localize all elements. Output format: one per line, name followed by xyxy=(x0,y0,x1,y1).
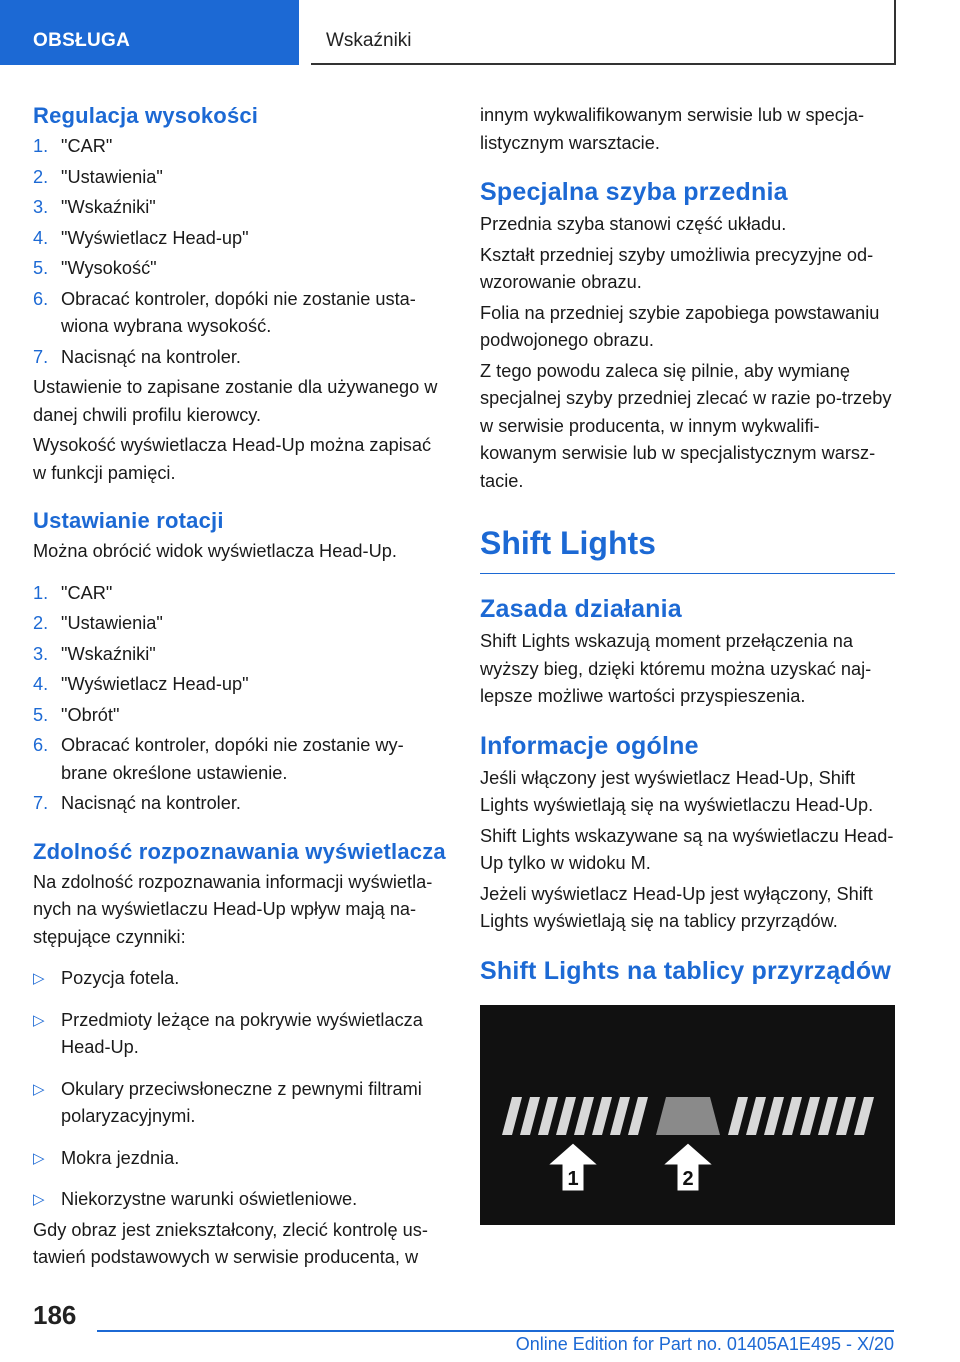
step-item xyxy=(33,671,448,699)
paragraph: Na zdolność rozpoznawania informacji wyświetla-nych na wyświetlaczu Head-Up wpływ mają na-stępujące czynniki: xyxy=(33,871,433,947)
heading-zasada: Zasada działania xyxy=(480,595,682,623)
header-chapter-tab xyxy=(311,0,896,65)
heading-tablica: Shift Lights na tablicy przyrządów xyxy=(480,956,892,985)
footer-divider xyxy=(97,1330,894,1332)
step-number: 4. xyxy=(33,674,49,694)
step-text: Nacisnąć na kontroler. xyxy=(61,346,241,367)
heading-rotacja: Ustawianie rotacji xyxy=(33,508,224,533)
step-text: "Ustawienia" xyxy=(61,166,163,187)
header-section-label: OBSŁUGA xyxy=(33,30,131,51)
step-item xyxy=(33,286,448,341)
step-number: 5. xyxy=(33,704,49,725)
paragraph: Wysokość wyświetlacza Head-Up można zapisać w funkcji pamięci. xyxy=(33,435,432,483)
step-text: Obracać kontroler, dopóki nie zostanie usta-wiona wybrana wysokość. xyxy=(61,288,416,336)
steps-regulacja xyxy=(33,133,448,371)
list-item xyxy=(33,1145,448,1173)
step-item xyxy=(33,225,448,253)
step-text: "Ustawienia" xyxy=(61,613,163,633)
paragraph: Z tego powodu zaleca się pilnie, aby wymianę specjalnej szyby przedniej zlecać w razie po-trzeby w serwisie producenta, w innym wykwalifi-kowanym serwisie lub w specjalistycznym warsz-tacie. xyxy=(480,360,892,491)
step-text: "CAR" xyxy=(61,136,113,156)
step-number: 2. xyxy=(33,166,49,187)
step-item xyxy=(33,344,448,372)
list-item xyxy=(33,1076,448,1131)
list-item xyxy=(33,965,448,993)
triangle-bullet-icon: ▷ xyxy=(33,1191,45,1208)
shift-lights-illustration xyxy=(480,1005,895,1225)
paragraph: Jeśli włączony jest wyświetlacz Head-Up, Shift Lights wyświetlają się na wyświetlaczu Head-Up. xyxy=(480,767,874,815)
steps-rotacja xyxy=(33,580,448,818)
step-number: 3. xyxy=(33,643,49,664)
paragraph: Kształt przedniej szyby umożliwia precyzyjne od-wzorowanie obrazu. xyxy=(480,244,874,292)
step-text: "Obrót" xyxy=(61,704,120,725)
paragraph: Gdy obraz jest zniekształcony, zlecić kontrolę us-tawień podstawowych w serwisie producenta, w xyxy=(33,1219,428,1267)
step-text: "Wskaźniki" xyxy=(61,643,156,664)
step-number: 7. xyxy=(33,793,49,813)
step-item xyxy=(33,194,448,222)
step-number: 6. xyxy=(33,735,49,755)
step-number: 1. xyxy=(33,582,49,603)
paragraph: Przednia szyba stanowi część układu. xyxy=(480,214,787,234)
paragraph: innym wykwalifikowanym serwisie lub w specja-listycznym warsztacie. xyxy=(480,105,865,153)
step-number: 7. xyxy=(33,346,49,367)
step-item xyxy=(33,641,448,669)
step-text: Nacisnąć na kontroler. xyxy=(61,793,241,813)
footer-edition: Online Edition for Part no. 01405A1E495 - X/20 xyxy=(515,1334,894,1354)
list-item xyxy=(33,1186,448,1214)
step-item xyxy=(33,702,448,730)
step-text: "Wyświetlacz Head-up" xyxy=(61,674,249,694)
heading-shift-lights: Shift Lights xyxy=(480,523,895,574)
heading-informacje: Informacje ogólne xyxy=(480,731,699,760)
triangle-bullet-icon: ▷ xyxy=(33,1011,45,1029)
left-column xyxy=(33,102,448,1272)
heading-szyba: Specjalna szyba przednia xyxy=(480,178,788,206)
step-text: "Wysokość" xyxy=(61,258,157,278)
step-number: 2. xyxy=(33,613,49,633)
triangle-bullet-icon: ▷ xyxy=(33,970,45,987)
step-number: 3. xyxy=(33,197,49,217)
heading-zdolnosc: Zdolność rozpoznawania wyświetlacza xyxy=(33,838,446,864)
list-text: Mokra jezdnia. xyxy=(61,1147,180,1168)
step-item xyxy=(33,790,448,818)
step-item xyxy=(33,255,448,283)
paragraph: Ustawienie to zapisane zostanie dla używanego w danej chwili profilu kierowcy. xyxy=(33,377,438,425)
paragraph: Shift Lights wskazują moment przełączenia na wyższy bieg, dzięki któremu można uzyskać naj-lepsze możliwe wartości przyspieszenia. xyxy=(480,631,872,706)
step-item xyxy=(33,610,448,638)
list-text: Przedmioty leżące na pokrywie wyświetlacza Head-Up. xyxy=(61,1009,423,1057)
bullets-zdolnosc xyxy=(33,965,448,1214)
step-item xyxy=(33,164,448,192)
step-item xyxy=(33,732,448,787)
paragraph: Shift Lights wskazywane są na wyświetlaczu Head-Up tylko w widoku M. xyxy=(480,825,894,873)
page-number: 186 xyxy=(33,1300,77,1330)
step-item xyxy=(33,580,448,608)
step-text: "Wyświetlacz Head-up" xyxy=(61,227,249,248)
list-text: Okulary przeciwsłoneczne z pewnymi filtrami polaryzacyjnymi. xyxy=(61,1078,422,1126)
step-number: 4. xyxy=(33,227,49,248)
arrow-1-label: 1 xyxy=(567,1167,579,1190)
paragraph: Folia na przedniej szybie zapobiega powstawaniu podwojonego obrazu. xyxy=(480,302,880,350)
shift-lights-figure xyxy=(480,1005,895,1225)
step-text: "CAR" xyxy=(61,582,113,603)
triangle-bullet-icon: ▷ xyxy=(33,1080,45,1098)
paragraph: Można obrócić widok wyświetlacza Head-Up. xyxy=(33,541,397,561)
step-number: 6. xyxy=(33,288,49,309)
triangle-bullet-icon: ▷ xyxy=(33,1149,45,1167)
step-number: 1. xyxy=(33,136,49,156)
step-text: "Wskaźniki" xyxy=(61,197,156,217)
right-column xyxy=(480,102,895,1225)
header-chapter-label: Wskaźniki xyxy=(326,30,412,51)
heading-regulacja: Regulacja wysokości xyxy=(33,103,259,128)
step-number: 5. xyxy=(33,258,49,278)
step-item xyxy=(33,133,448,161)
arrow-2-label: 2 xyxy=(682,1167,694,1190)
list-text: Pozycja fotela. xyxy=(61,968,180,988)
header-section-tab xyxy=(0,0,299,65)
paragraph: Jeżeli wyświetlacz Head-Up jest wyłączony, Shift Lights wyświetlają się na tablicy przyrządów. xyxy=(480,883,873,931)
step-text: Obracać kontroler, dopóki nie zostanie wy-brane określone ustawienie. xyxy=(61,735,404,783)
list-item xyxy=(33,1007,448,1062)
list-text: Niekorzystne warunki oświetleniowe. xyxy=(61,1189,358,1209)
